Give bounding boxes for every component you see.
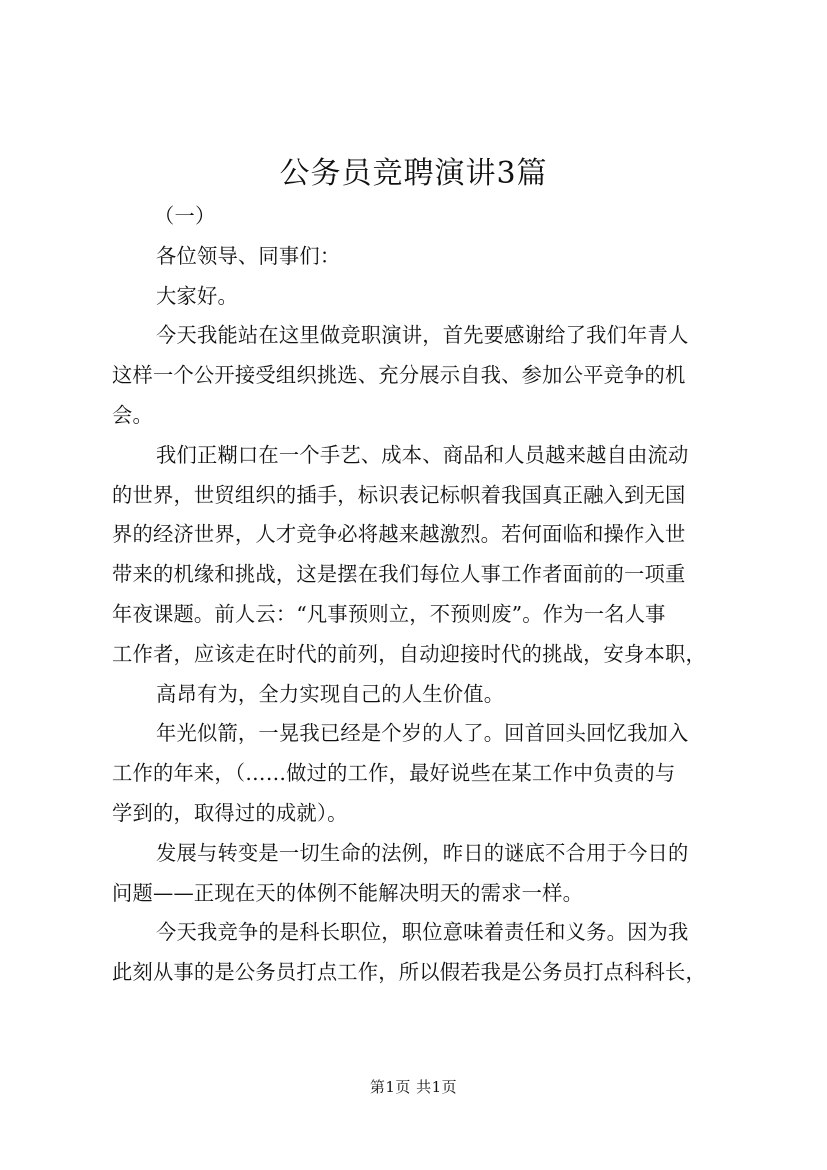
paragraph-line: 界的经济世界，人才竞争必将越来越激烈。若何面临和操作入世 [112, 522, 686, 547]
section-marker: （一） [154, 204, 216, 228]
paragraph-line: 高昂有为，全力实现自己的人生价值。 [156, 681, 505, 706]
paragraph-line: 发展与转变是一切生命的法例，昨日的谜底不合用于今日的 [156, 840, 689, 865]
paragraph-line: 今天我能站在这里做竞职演讲，首先要感谢给了我们年青人 [156, 323, 689, 348]
salutation: 各位领导、同事们： [156, 243, 341, 268]
paragraph-line: 此刻从事的是公务员打点工作，所以假若我是公务员打点科科长， [112, 960, 706, 985]
paragraph-line: 今天我竞争的是科长职位，职位意味着责任和义务。因为我 [156, 920, 689, 945]
document-title: 公务员竞聘演讲3篇 [279, 156, 548, 191]
paragraph-line: 我们正糊口在一个手艺、成本、商品和人员越来越自由流动 [156, 442, 689, 467]
paragraph-line: 问题——正现在天的体例不能解决明天的需求一样。 [112, 880, 584, 905]
paragraph-line: 年光似箭，一晃我已经是个岁的人了。回首回头回忆我加入 [156, 721, 689, 746]
paragraph-line: 会。 [112, 402, 153, 427]
paragraph-line: 这样一个公开接受组织挑选、充分展示自我、参加公平竞争的机 [112, 363, 686, 388]
paragraph-line: 工作的年来，（……做过的工作，最好说些在某工作中负责的与 [112, 761, 676, 786]
paragraph-line: 学到的，取得过的成就）。 [112, 800, 348, 825]
paragraph-line: 年夜课题。前人云：“凡事预则立，不预则废”。作为一名人事 [112, 601, 666, 626]
page-footer: 第1页 共1页 [369, 1078, 458, 1096]
paragraph-line: 带来的机缘和挑战，这是摆在我们每位人事工作者面前的一项重 [112, 562, 686, 587]
paragraph-line: 工作者，应该走在时代的前列，自动迎接时代的挑战，安身本职， [112, 641, 706, 666]
paragraph-line: 的世界，世贸组织的插手，标识表记标帜着我国真正融入到无国 [112, 482, 686, 507]
document-body [112, 197, 726, 993]
greeting: 大家好。 [156, 283, 238, 308]
